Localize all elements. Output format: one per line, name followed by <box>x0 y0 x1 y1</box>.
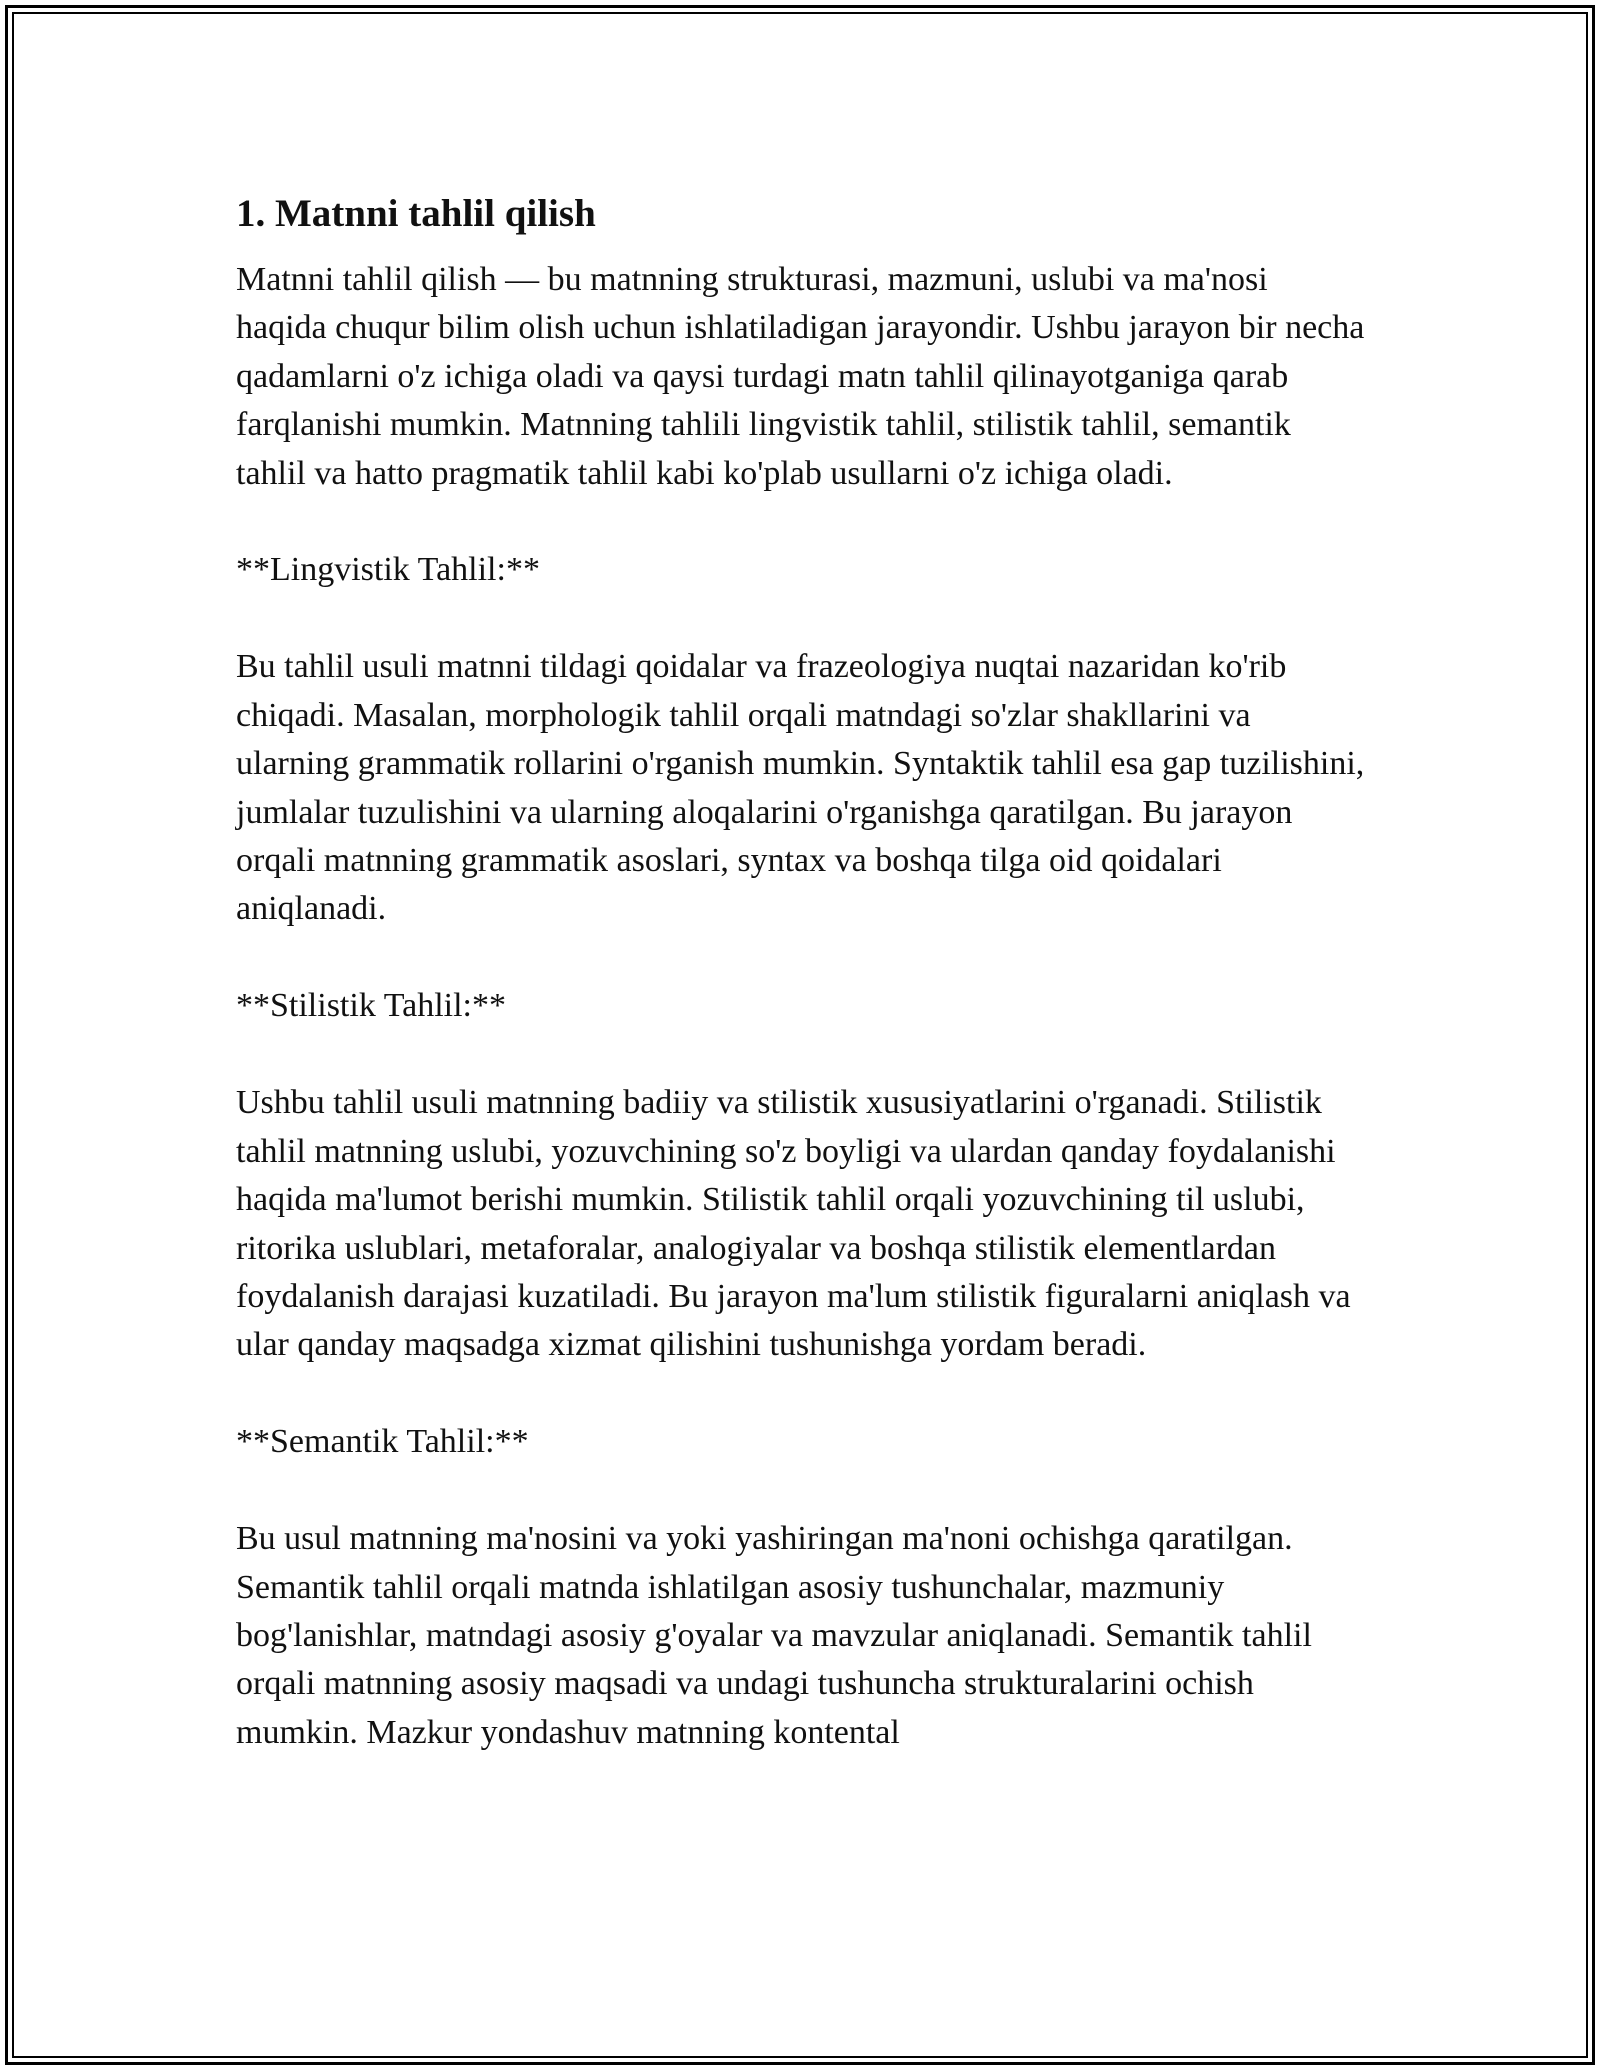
intro-paragraph: Matnni tahlil qilish — bu matnning strukturasi, mazmuni, uslubi va ma'nosi haqida chuqur bilim olish uchun ishlatiladigan jarayondir. Ushbu jarayon bir necha qadamlarni o'z ichiga oladi va qaysi turdagi matn tahlil qilinayotganiga qarab farqlanishi mumkin. Matnning tahlili lingvistik tahlil, stilistik tahlil, semantik tahlil va hatto pragmatik tahlil kabi ko'plab usullarni o'z ichiga oladi. <box>236 261 1365 492</box>
section-body-lingvistik: Bu tahlil usuli matnni tildagi qoidalar va frazeologiya nuqtai nazaridan ko'rib chiqadi. Masalan, morphologik tahlil orqali matndagi so'zlar shakllarini va ularning grammatik rollarini o'rganish mumkin. Syntaktik tahlil esa gap tuzilishini, jumlalar tuzulishini va ularning aloqalarini o'rganishga qaratilgan. Bu jarayon orqali matnning grammatik asoslari, syntax va boshqa tilga oid qoidalari aniqlanadi. <box>236 648 1365 928</box>
section-heading-semantik: **Semantik Tahlil:** <box>236 1422 529 1460</box>
document-body <box>236 185 1366 1757</box>
page-title: 1. Matnni tahlil qilish <box>236 192 596 235</box>
section-body-stilistik: Ushbu tahlil usuli matnning badiiy va stilistik xususiyatlarini o'rganadi. Stilistik tahlil matnning uslubi, yozuvchining so'z boyligi va ulardan qanday foydalanishi haqida ma'lumot berishi mumkin. Stilistik tahlil orqali yozuvchining til uslubi, ritorika uslublari, metaforalar, analogiyalar va boshqa stilistik elementlardan foydalanish darajasi kuzatiladi. Bu jarayon ma'lum stilistik figuralarni aniqlash va ular qanday maqsadga xizmat qilishini tushunishga yordam beradi. <box>236 1084 1351 1364</box>
section-heading-stilistik: **Stilistik Tahlil:** <box>236 986 506 1024</box>
section-body-semantik: Bu usul matnning ma'nosini va yoki yashiringan ma'noni ochishga qaratilgan. Semantik tahlil orqali matnda ishlatilgan asosiy tushunchalar, mazmuniy bog'lanishlar, matndagi asosiy g'oyalar va mavzular aniqlanadi. Semantik tahlil orqali matnning asosiy maqsadi va undagi tushuncha strukturalarini ochish mumkin. Mazkur yondashuv matnning kontental <box>236 1520 1312 1751</box>
section-heading-lingvistik: **Lingvistik Tahlil:** <box>236 551 540 589</box>
